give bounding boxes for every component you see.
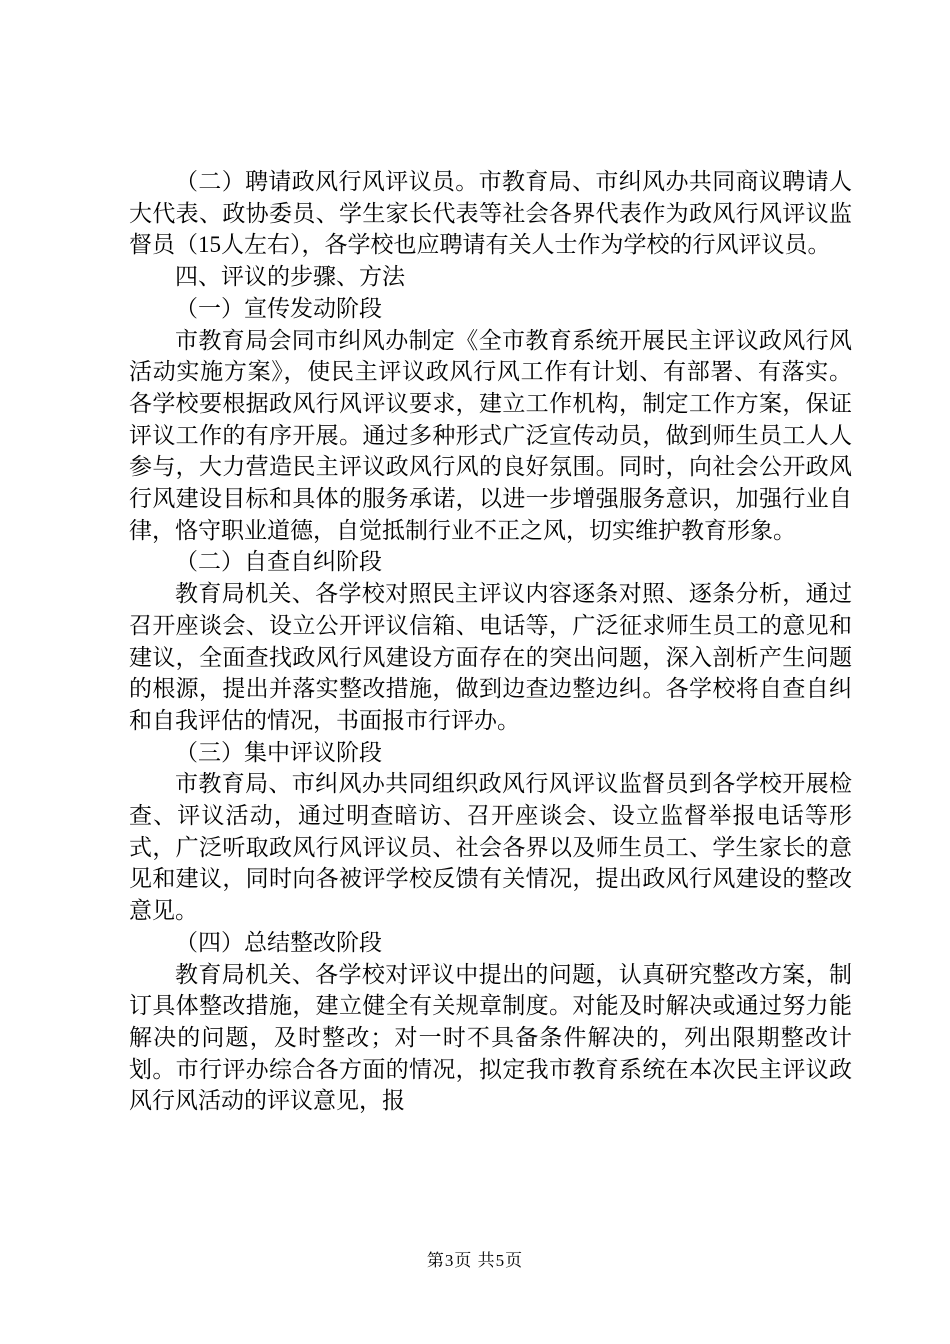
document-body	[129, 166, 852, 1117]
paragraph: 市教育局、市纠风办共同组织政风行风评议监督员到各学校开展检查、评议活动，通过明查暗访、召开座谈会、设立监督举报电话等形式，广泛听取政风行风评议员、社会各界以及师生员工、学生家长的意见和建议，同时向各被评学校反馈有关情况，提出政风行风建设的整改意见。	[129, 771, 852, 924]
paragraph: 教育局机关、各学校对照民主评议内容逐条对照、逐条分析，通过召开座谈会、设立公开评议信箱、电话等，广泛征求师生员工的意见和建议，全面查找政风行风建设方面存在的突出问题，深入剖析产生问题的根源，提出并落实整改措施，做到边查边整边纠。各学校将自查自纠和自我评估的情况，书面报市行评办。	[129, 581, 852, 733]
page-footer: 第3页 共5页	[426, 1251, 524, 1270]
section-heading: 四、评议的步骤、方法	[175, 264, 405, 290]
subsection-heading: （四）总结整改阶段	[175, 929, 382, 955]
paragraph: 教育局机关、各学校对评议中提出的问题，认真研究整改方案，制订具体整改措施，建立健全有关规章制度。对能及时解决或通过努力能解决的问题，及时整改；对一时不具备条件解决的，列出限期整改计划。市行评办综合各方面的情况，拟定我市教育系统在本次民主评议政风行风活动的评议意见，报	[129, 961, 852, 1114]
subsection-heading: （二）自查自纠阶段	[175, 549, 382, 575]
paragraph: （二）聘请政风行风评议员。市教育局、市纠风办共同商议聘请人大代表、政协委员、学生家长代表等社会各界代表作为政风行风评议监督员（15人左右），各学校也应聘请有关人士作为学校的行风评议员。	[129, 169, 852, 258]
paragraph: 市教育局会同市纠风办制定《全市教育系统开展民主评议政风行风活动实施方案》，使民主评议政风行风工作有计划、有部署、有落实。各学校要根据政风行风评议要求，建立工作机构，制定工作方案，保证评议工作的有序开展。通过多种形式广泛宣传动员，做到师生员工人人参与，大力营造民主评议政风行风的良好氛围。同时，向社会公开政风行风建设目标和具体的服务承诺，以进一步增强服务意识，加强行业自律，恪守职业道德，自觉抵制行业不正之风，切实维护教育形象。	[129, 327, 852, 543]
subsection-heading: （三）集中评议阶段	[175, 739, 382, 765]
subsection-heading: （一）宣传发动阶段	[175, 295, 382, 321]
